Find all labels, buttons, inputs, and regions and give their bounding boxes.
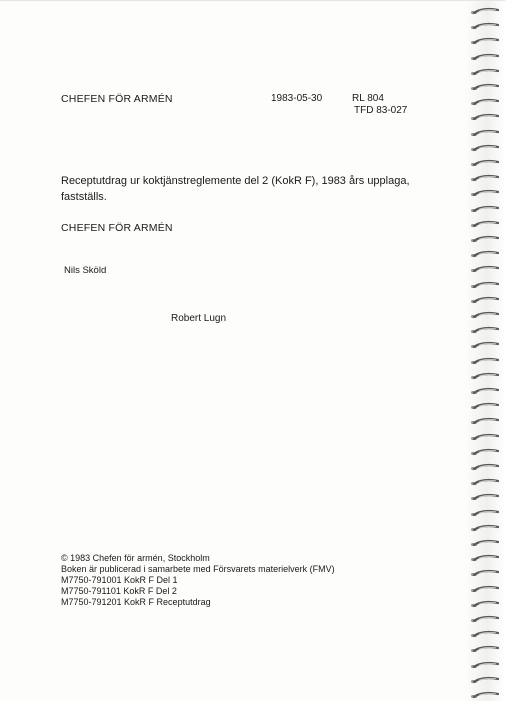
binding-coil-icon: [469, 37, 499, 47]
binding-coil-icon: [469, 554, 499, 564]
binding-coil-icon: [469, 159, 499, 169]
binding-coil-icon: [469, 7, 499, 17]
binding-coil-icon: [469, 113, 499, 123]
binding-coil-icon: [469, 326, 499, 336]
binding-coil-icon: [469, 357, 499, 367]
binding-coil-icon: [469, 250, 499, 260]
binding-coil-icon: [469, 630, 499, 640]
binding-coil-icon: [469, 417, 499, 427]
binding-coil-icon: [469, 341, 499, 351]
binding-coil-icon: [469, 645, 499, 655]
binding-coil-icon: [469, 600, 499, 610]
header-organization: CHEFEN FÖR ARMÉN: [61, 93, 173, 105]
decree-text: Receptutdrag ur koktjänstreglemente del 2 (KokR F), 1983 års upplaga, fastställs.: [61, 175, 410, 203]
binding-coil-icon: [469, 676, 499, 686]
binding-coil-icon: [469, 493, 499, 503]
binding-coil-icon: [469, 189, 499, 199]
imprint-block: [61, 553, 335, 608]
binding-coil-icon: [469, 524, 499, 534]
binding-coil-icon: [469, 129, 499, 139]
header-date: 1983-05-30: [271, 93, 323, 104]
binding-coil-icon: [469, 387, 499, 397]
binding-coil-icon: [469, 144, 499, 154]
binding-coil-icon: [469, 265, 499, 275]
binding-coil-icon: [469, 478, 499, 488]
spiral-binding: [465, 1, 505, 701]
imprint-line: © 1983 Chefen för armén, Stockholm: [61, 553, 210, 563]
binding-coil-icon: [469, 296, 499, 306]
binding-coil-icon: [469, 68, 499, 78]
binding-coil-icon: [469, 433, 499, 443]
binding-coil-icon: [469, 220, 499, 230]
binding-coil-icon: [469, 22, 499, 32]
binding-coil-icon: [469, 235, 499, 245]
binding-coil-icon: [469, 661, 499, 671]
binding-coil-icon: [469, 372, 499, 382]
binding-coil-icon: [469, 569, 499, 579]
binding-coil-icon: [469, 83, 499, 93]
binding-coil-icon: [469, 539, 499, 549]
imprint-line: Boken är publicerad i samarbete med Försvarets materielverk (FMV): [61, 564, 335, 574]
header-reference-rl: RL 804: [352, 93, 384, 104]
binding-coil-icon: [469, 205, 499, 215]
binding-coil-icon: [469, 402, 499, 412]
imprint-line: M7750-791101 KokR F Del 2: [61, 586, 177, 596]
binding-coil-icon: [469, 174, 499, 184]
binding-coil-icon: [469, 281, 499, 291]
imprint-line: M7750-791201 KokR F Receptutdrag: [61, 597, 211, 607]
binding-coil-icon: [469, 615, 499, 625]
binding-coil-icon: [469, 53, 499, 63]
signatory-2: Robert Lugn: [171, 313, 227, 324]
issuer: CHEFEN FÖR ARMÉN: [61, 222, 173, 234]
binding-coil-icon: [469, 311, 499, 321]
binding-coil-icon: [469, 448, 499, 458]
signatory-1: Nils Sköld: [64, 265, 107, 276]
imprint-line: M7750-791001 KokR F Del 1: [61, 575, 178, 585]
binding-coil-icon: [469, 509, 499, 519]
binding-coil-icon: [469, 585, 499, 595]
binding-coil-icon: [469, 98, 499, 108]
header-reference-tfd: TFD 83-027: [354, 105, 408, 116]
binding-coil-icon: [469, 463, 499, 473]
